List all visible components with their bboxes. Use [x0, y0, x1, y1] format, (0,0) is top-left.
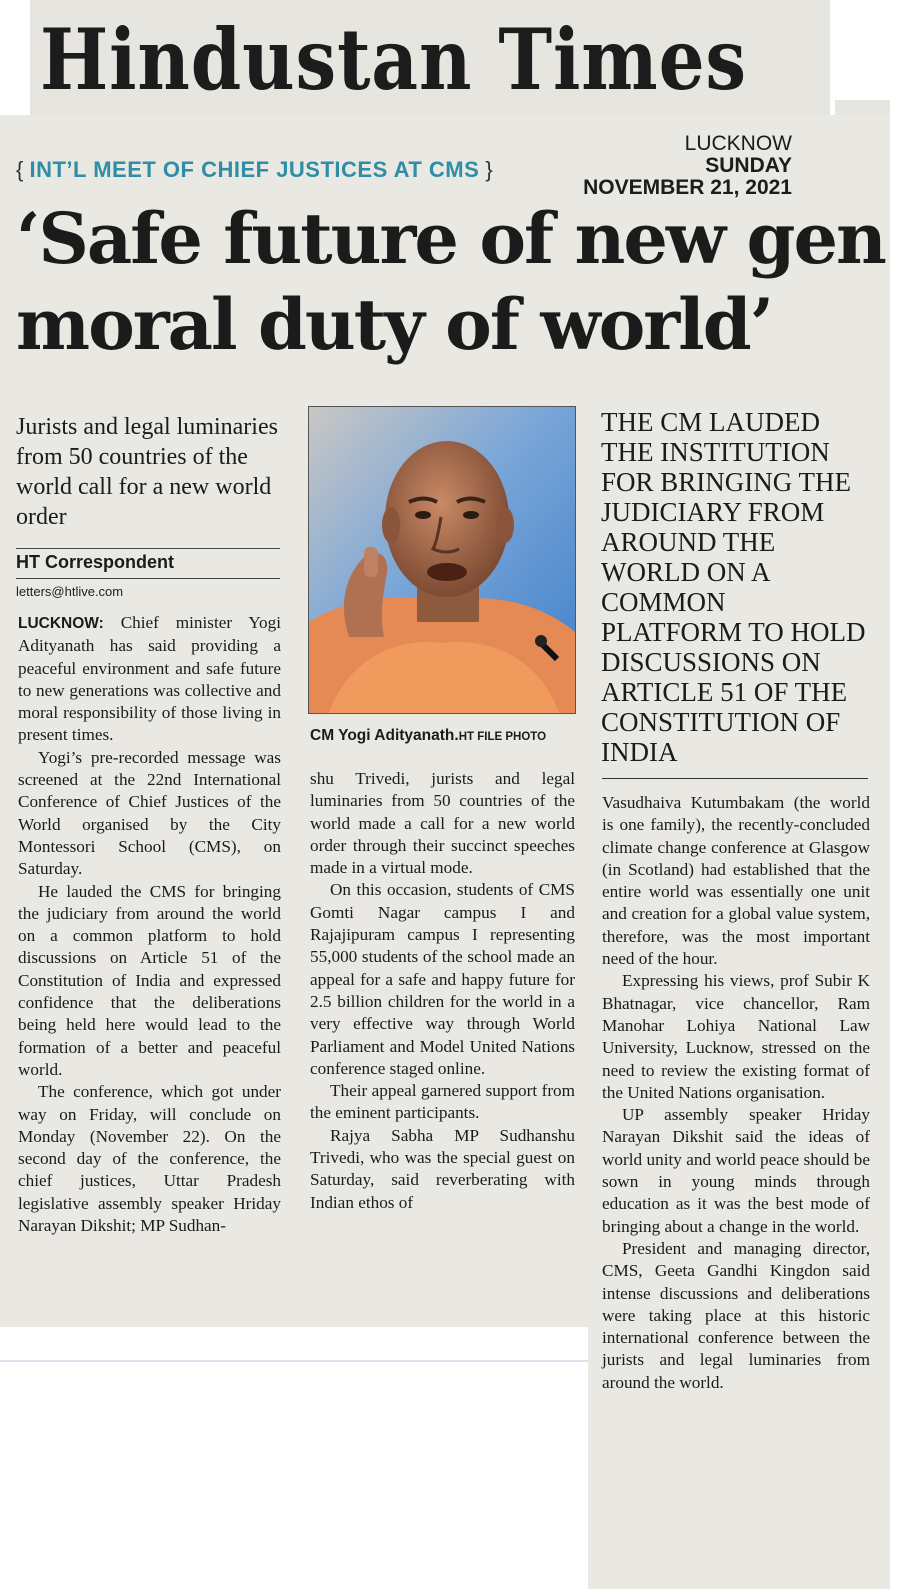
byline-rule-bottom: [16, 578, 280, 579]
paragraph: Vasudhaiva Kutumbakam (the world is one family), the recently-concluded climate change conference at Glasgow (in Scotland) had established that the entire world was essentially one unit and creation for a global value system, therefore, was the most important need of the hour.: [602, 793, 870, 969]
paragraph: President and managing director, CMS, Geeta Gandhi Kingdon said intense discussions and deliberations were taking place at this historic international conference between the jurists and legal luminaries from around the world.: [602, 1238, 870, 1392]
caption-credit: HT FILE PHOTO: [458, 731, 547, 743]
paragraph: The conference, which got under way on Friday, will conclude on Monday (November 22). On the second day of the conference, the chief justices, Uttar Pradesh legislative assembly speaker Hriday Narayan Dikshit; MP Sudhan-: [18, 1082, 281, 1236]
byline-email: letters@htlive.com: [16, 584, 124, 599]
pull-quote: THE CM LAUDED THE INSTITUTION FOR BRINGING THE JUDICIARY FROM AROUND THE WORLD ON A COMMON PLATFORM TO HOLD DISCUSSIONS ON ARTICLE 51 OF THE CONSTITUTION OF INDIA: [601, 407, 866, 767]
byline-rule-top: [16, 548, 280, 549]
article-headline: [16, 196, 885, 368]
dateline-city: LUCKNOW: [684, 132, 792, 155]
body-column-3: [602, 792, 870, 1394]
photo-caption: [310, 727, 546, 745]
headline-line-2: moral duty of world’: [16, 283, 773, 366]
dateline-lead: LUCKNOW:: [18, 615, 104, 632]
paragraph: UP assembly speaker Hriday Narayan Dikshit said the ideas of world unity and world peace should be sown in young minds through education as it was the best mode of bringing about a change in the world.: [602, 1105, 870, 1236]
body-column-1: [18, 612, 281, 1237]
caption-name: CM Yogi Adityanath.: [310, 727, 459, 744]
paragraph: [18, 612, 281, 747]
dateline-day: SUNDAY: [705, 154, 792, 177]
dateline: [583, 133, 792, 199]
scan-artifact-line: [0, 1360, 588, 1362]
newspaper-masthead: Hindustan Times: [40, 10, 747, 109]
paragraph-text: Chief minister Yogi Adityanath has said providing a peaceful environment and safe future to new generations was collective and moral responsibility of those living in present times.: [18, 613, 281, 745]
paragraph: Yogi’s pre-recorded message was screened at the 22nd International Conference of Chief Justices of the World organised by the City Montessori School (CMS), on Saturday.: [18, 747, 281, 879]
paragraph: Expressing his views, prof Subir K Bhatnagar, vice chancellor, Ram Manohar Lohiya National Law University, Lucknow, stressed on the need to review the existing format of the United Nations organisation.: [602, 971, 870, 1102]
body-column-2: [310, 768, 575, 1214]
dateline-date: NOVEMBER 21, 2021: [583, 176, 792, 199]
paragraph: On this occasion, students of CMS Gomti Nagar campus I and Rajajipuram campus I representing 55,000 students of the school made an appeal for a safe and happy future for 2.5 billion children for the world in a very effective way through World Parliament and Model United Nations conference staged online.: [310, 880, 575, 1078]
paragraph: Their appeal garnered support from the eminent participants.: [310, 1081, 575, 1123]
paragraph: Rajya Sabha MP Sudhanshu Trivedi, who was the special guest on Saturday, said reverberating with Indian ethos of: [310, 1125, 575, 1212]
byline: HT Correspondent: [16, 552, 175, 572]
pull-quote-rule: [602, 778, 868, 779]
kicker-open-brace: {: [16, 157, 24, 182]
portrait-image: [309, 407, 575, 713]
paragraph: shu Trivedi, jurists and legal luminaries from 50 countries of the world made a call for a new world order through their succinct speeches made in a virtual mode.: [310, 769, 575, 878]
section-kicker: [16, 155, 493, 185]
standfirst: Jurists and legal luminaries from 50 countries of the world call for a new world order: [16, 414, 278, 530]
article-photo: [308, 406, 576, 714]
kicker-close-brace: }: [485, 157, 493, 182]
paragraph: He lauded the CMS for bringing the judiciary from around the world on a common platform to hold discussions on Article 51 of the Constitution of India and expressed confidence that the deliberations being held here would lead to the formation of a better and peaceful world.: [18, 881, 281, 1079]
kicker-text: INT’L MEET OF CHIEF JUSTICES AT CMS: [29, 157, 480, 182]
headline-line-1: ‘Safe future of new gen: [16, 197, 885, 280]
